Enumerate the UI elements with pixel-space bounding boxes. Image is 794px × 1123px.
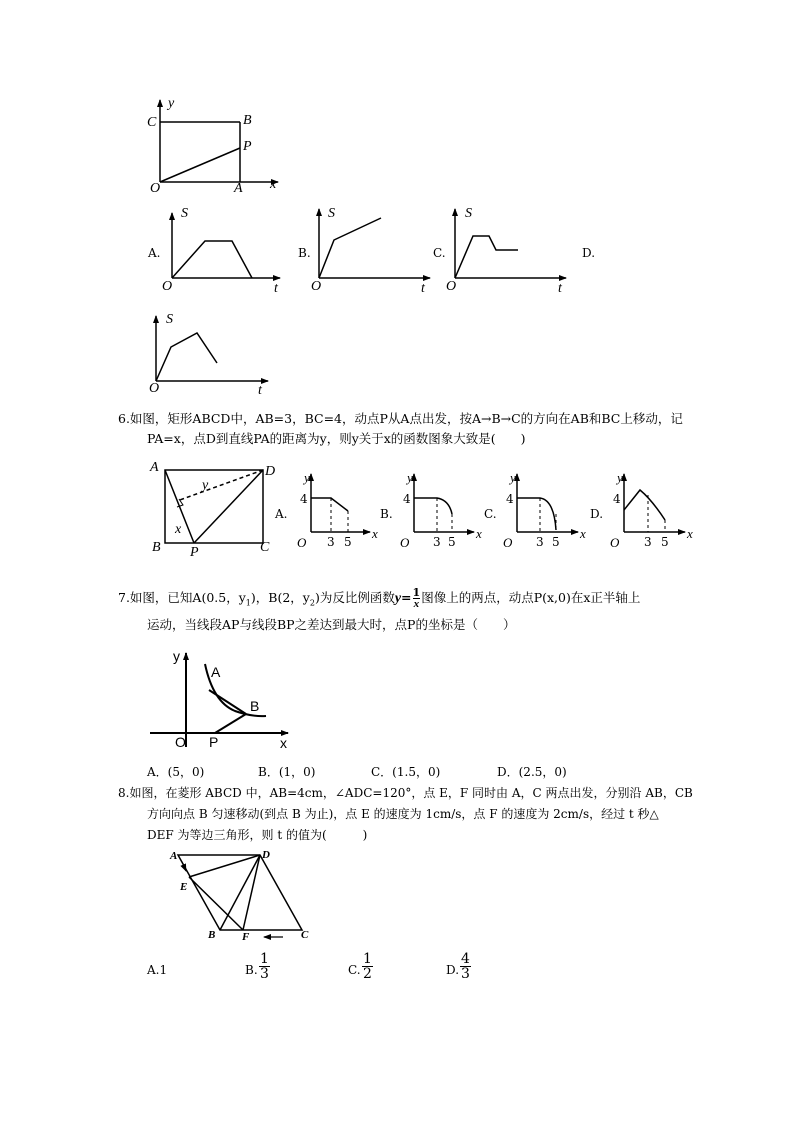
q8-option-a: A.1	[147, 963, 168, 977]
q8-label-F: F	[242, 931, 250, 943]
q6-b-label-4: 4	[403, 492, 411, 506]
q7-line-1: 7.如图，已知A(0.5，$y_1$)，B(2，$y_2$)为反比例函数y= $\frac{1}{x}$ 图像上的两点，动点P(x,0)在x正半轴上	[118, 586, 641, 610]
q6-c-label-x: x	[580, 526, 586, 541]
q6-label-C: C	[260, 540, 270, 555]
q7-func-y: y	[394, 591, 402, 606]
q8-line-1: 8.如图，在菱形 ABCD 中，AB=4cm，∠ADC=120°，点 E，F 同时由 A，C 两点出发，分别沿 AB，CB	[118, 786, 693, 800]
q6-label-A: A	[150, 460, 159, 475]
q6-d-label-y: y	[617, 470, 623, 485]
q7-line-2: 运动，当线段AP与线段BP之差达到最大时，点P的坐标是（ ）	[147, 617, 516, 632]
q6-graph-c	[517, 474, 578, 532]
q8-label-B: B	[208, 929, 216, 941]
q5-option-a: A.	[148, 246, 161, 260]
q8-option-c-prefix: C.	[348, 963, 361, 977]
q5-d-axis-t: t	[258, 383, 262, 398]
q6-d-origin: O	[610, 535, 620, 550]
segment-op	[160, 148, 240, 182]
q7-sub-2: 2	[309, 598, 315, 608]
q6-label-D: D	[265, 464, 276, 479]
q8-option-b-fraction: $\frac{1}{3}$	[260, 951, 269, 982]
q6-option-b: B.	[380, 507, 393, 521]
q7-func-fraction: $\frac{1}{x}$	[412, 586, 421, 610]
q6-d-label-x: x	[687, 526, 693, 541]
q7-option-b: B．(1，0)	[258, 765, 316, 779]
q5-d-origin: O	[149, 381, 160, 396]
q6-a-label-x: x	[372, 526, 378, 541]
q5-a-axis-t: t	[274, 281, 278, 296]
label-C: C	[147, 115, 157, 130]
q6-line-1: 6.如图，矩形ABCD中，AB=3，BC=4，动点P从A点出发，按A→B→C的方向在AB和BC上移动，记	[118, 411, 683, 426]
q8-label-A: A	[170, 850, 178, 862]
q6-d-label-3: 3	[644, 535, 652, 549]
q6-c-label-3: 3	[536, 535, 544, 549]
q6-b-label-3: 3	[433, 535, 441, 549]
q6-b-label-y: y	[407, 470, 413, 485]
q7-option-a: A．(5，0)	[147, 765, 205, 779]
q5-c-axis-s: S	[465, 206, 472, 221]
q8-line-3: DEF 为等边三角形，则 t 的值为( )	[147, 828, 368, 842]
label-A: A	[234, 181, 243, 196]
q6-b-label-5: 5	[448, 535, 456, 549]
q7-label-B: B	[250, 698, 260, 714]
q8-diagonal-bd	[220, 855, 260, 930]
q6-option-a: A.	[275, 507, 288, 521]
q7-segment-ab	[209, 690, 246, 714]
q6-label-B: B	[152, 540, 161, 555]
q7-func-eq: =	[401, 590, 412, 605]
q5-c-axis-t: t	[558, 281, 562, 296]
q6-c-label-4: 4	[506, 492, 514, 506]
q6-d-label-4: 4	[613, 492, 621, 506]
q8-option-d-fraction: $\frac{4}{3}$	[461, 951, 470, 982]
q7-option-c: C．(1.5，0)	[371, 765, 441, 779]
q6-d-label-5: 5	[661, 535, 669, 549]
q8-option-d-prefix: D.	[446, 963, 460, 977]
q8-rhombus	[178, 855, 302, 930]
q6-line-2: PA=x，点D到直线PA的距离为y，则y关于x的函数图象大致是( )	[147, 431, 526, 446]
q8-label-E: E	[180, 881, 188, 893]
q6-b-label-x: x	[476, 526, 482, 541]
q8-line-2: 方向向点 B 匀速移动(到点 B 为止)，点 E 的速度为 1cm/s，点 F 的速度为 2cm/s，经过 t 秒△	[147, 807, 659, 821]
q5-b-origin: O	[311, 279, 322, 294]
q6-option-c: C.	[484, 507, 497, 521]
q6-label-y: y	[202, 478, 209, 493]
q5-option-d: D.	[582, 246, 596, 260]
label-P: P	[243, 139, 252, 154]
q7-label-P: P	[209, 734, 219, 750]
q6-c-label-y: y	[510, 470, 516, 485]
q5-a-origin: O	[162, 279, 173, 294]
q7-label-x: x	[280, 735, 287, 751]
label-B: B	[243, 113, 252, 128]
label-y: y	[168, 96, 175, 111]
top-figure-shapes	[160, 100, 278, 182]
label-x: x	[270, 177, 277, 192]
q7-segment-pb	[215, 714, 246, 733]
q7-sub-1: 1	[245, 598, 251, 608]
q8-option-b-prefix: B.	[245, 963, 258, 977]
q6-a-label-3: 3	[327, 535, 335, 549]
q6-label-P: P	[190, 545, 199, 560]
q8-segment-ef	[189, 877, 243, 930]
q6-option-d: D.	[590, 507, 604, 521]
q5-c-origin: O	[446, 279, 457, 294]
q7-label-O: O	[175, 734, 186, 750]
q5-b-axis-t: t	[421, 281, 425, 296]
q6-a-label-4: 4	[300, 492, 308, 506]
q7-label-A: A	[211, 664, 221, 680]
q6-graph-a	[311, 474, 370, 532]
q6-b-origin: O	[400, 535, 410, 550]
q6-perpendicular	[177, 470, 263, 501]
q5-a-axis-s: S	[181, 206, 188, 221]
q6-graph-b	[414, 474, 474, 532]
q8-segment-df	[243, 855, 260, 930]
q5-b-axis-s: S	[328, 206, 335, 221]
q6-a-origin: O	[297, 535, 307, 550]
q6-c-origin: O	[503, 535, 513, 550]
q6-a-label-5: 5	[344, 535, 352, 549]
q6-right-angle	[177, 499, 183, 507]
q7-label-y: y	[173, 648, 180, 664]
q8-label-D: D	[262, 849, 270, 861]
q8-option-c-fraction: $\frac{1}{2}$	[363, 951, 372, 982]
q6-graph-d	[624, 474, 685, 532]
q8-arrow-e	[182, 862, 186, 871]
q6-label-x: x	[175, 522, 182, 537]
q6-a-label-y: y	[304, 470, 310, 485]
q5-d-axis-s: S	[166, 312, 173, 327]
q7-option-d: D．(2.5，0)	[497, 765, 567, 779]
q6-c-label-5: 5	[552, 535, 560, 549]
q5-graph-b	[319, 209, 430, 278]
q5-option-c: C.	[433, 246, 446, 260]
q8-label-C: C	[301, 929, 309, 941]
q5-graph-a	[172, 213, 280, 278]
q5-option-b: B.	[298, 246, 311, 260]
label-O: O	[150, 181, 161, 196]
q8-segment-de	[189, 855, 260, 877]
